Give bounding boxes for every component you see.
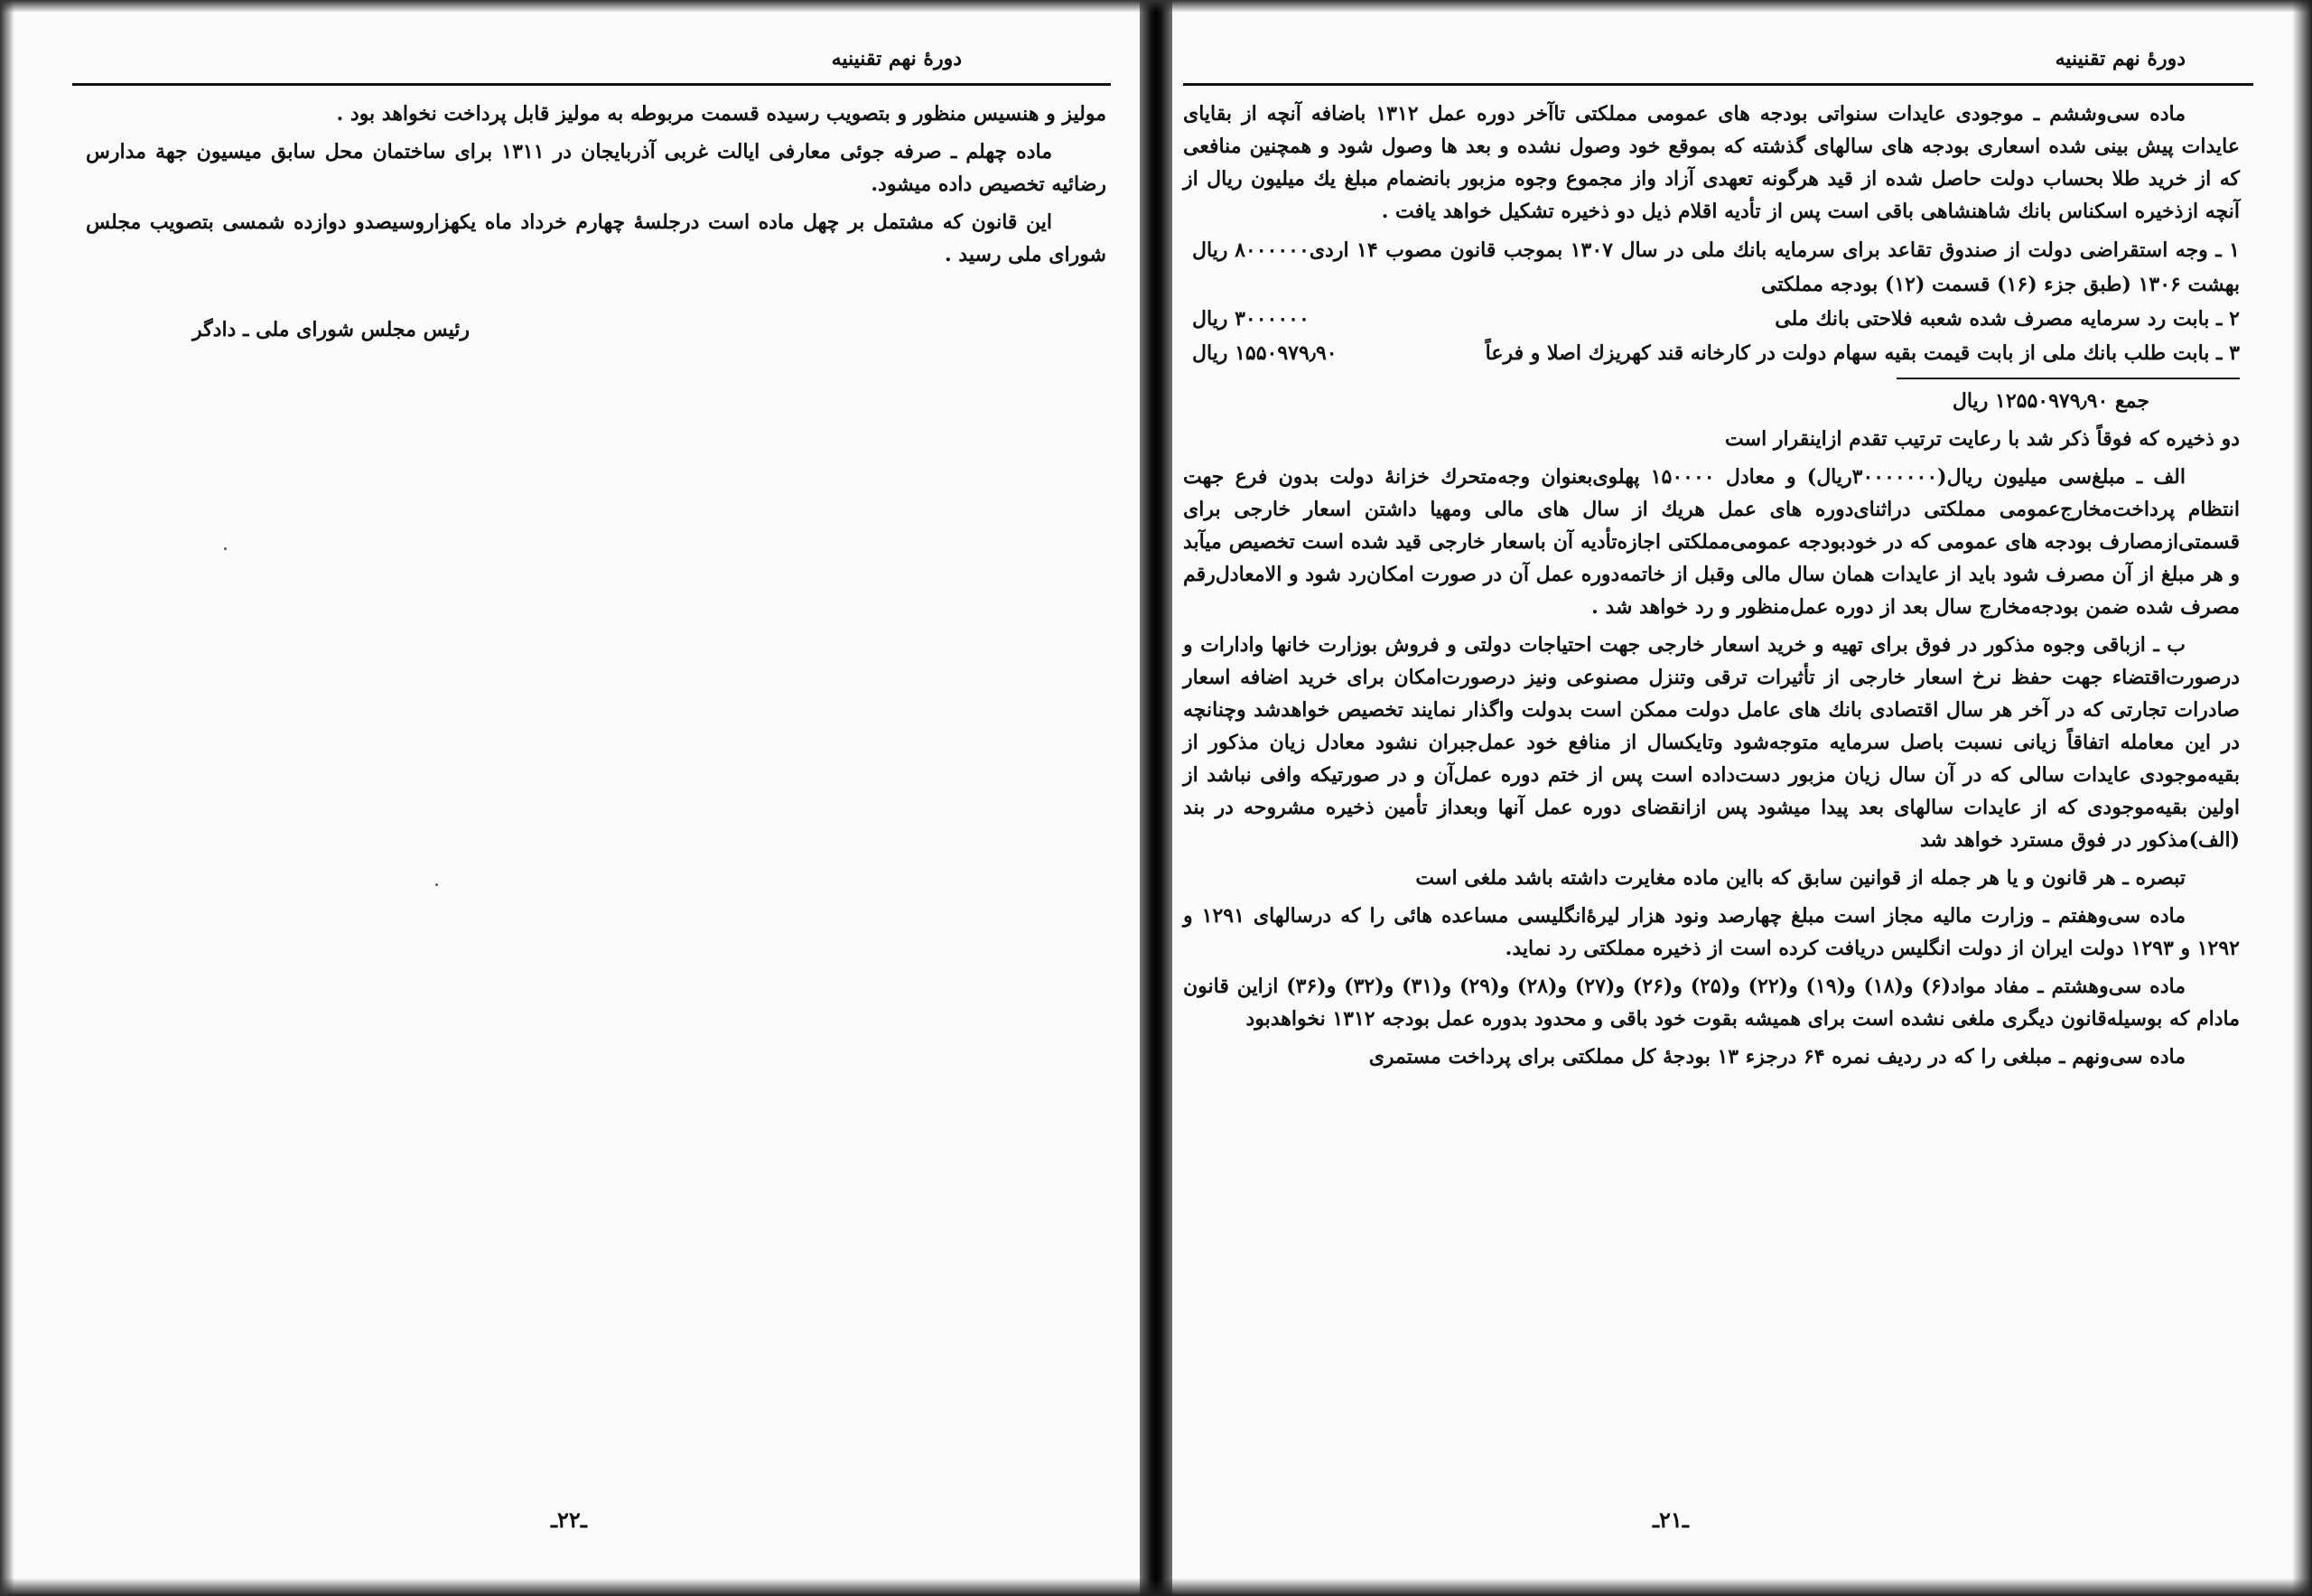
right-paragraph: تبصره ـ هر قانون و یا هر جمله از قوانین سابق که بااین ماده مغایرت داشته باشد ملغی است <box>1415 866 2186 890</box>
scan-edge-right <box>2292 0 2312 1596</box>
book-gutter-shadow <box>1140 0 1172 1596</box>
ledger-row <box>1183 233 2240 302</box>
ledger-item-amount: ۳۰۰۰۰۰۰ ریال <box>1192 307 1310 331</box>
scan-edge-top <box>0 0 2312 13</box>
left-page <box>0 0 1147 1596</box>
ledger-row <box>1183 336 2240 370</box>
ledger-item-label: ۲ ـ بابت رد سرمایه مصرف شده شعبه فلاحتی بانك ملی <box>1775 307 2240 331</box>
left-paragraph-1: مولیز و هنسیس منظور و بتصویب رسیده قسمت مربوطه به مولیز قابل پرداخت نخواهد بود . <box>336 102 1106 126</box>
right-running-head: دورهٔ نهم تقنینیه <box>2055 47 2186 70</box>
left-header-rule <box>72 83 1111 86</box>
ledger-item-amount: ۱۵۵۰۹۷۹٫۹۰ ریال <box>1192 341 1338 365</box>
right-paragraph: ماده سی‌وهفتم ـ وزارت مالیه مجاز است مبلغ چهارصد ونود هزار لیرهٔ‌انگلیسی مساعده هائی را که درسالهای ۱۲۹۱ و ۱۲۹۲ و ۱۲۹۳ دولت ایران از دولت انگلیس دریافت کرده است از ذخیره مملکتی رد نماید. <box>1183 904 2240 960</box>
scan-edge-left <box>0 0 14 1596</box>
ledger-item-label: ۱ ـ وجه استقراضی دولت از صندوق تقاعد برای سرمایه بانك ملی در سال ۱۳۰۷ بموجب قانون مصوب ۱۴ اردی بهشت ۱۳۰۶ (طبق جزء (۱۶) قسمت (۱۲) بودجه مملکتی <box>1309 238 2240 296</box>
print-speck <box>224 547 227 550</box>
left-page-number: ـ۲۲ـ <box>551 1507 587 1533</box>
right-paragraph: دو ذخیره که فوقاً ذکر شد با رعایت ترتیب تقدم ازاینقرار است <box>1725 427 2240 451</box>
right-page-number: ـ۲۱ـ <box>1653 1507 1689 1533</box>
ledger-item-label: ۳ ـ بابت طلب بانك ملی از بابت قیمت بقیه سهام دولت در کارخانه قند کهریزك اصلا و فرعاً <box>1485 341 2240 365</box>
print-speck <box>435 883 438 886</box>
ledger-row <box>1183 302 2240 336</box>
right-header-rule <box>1183 83 2253 86</box>
reserve-ledger <box>1183 233 2240 417</box>
right-paragraph: الف ـ مبلغ‌سی میلیون ریال(۳۰۰۰۰۰۰۰ریال) و معادل ۱۵۰۰۰۰ پهلوی‌بعنوان وجه‌متحرك خزانهٔ دولت بدون فرع جهت انتظام پرداخت‌مخارج‌عمومی مملکتی دراثنای‌دوره های عمل هریك از سال های مالی ومهیا داشتن اسعار خارجی برای قسمتی‌ازمصارف بودجه های عمومی که در خودبودجه عمومی‌مملکتی اجازه‌تأدیه آن باسعار خارجی قید شده است تخصیص میآبد و هر مبلغ از آن مصرف شود باید از عایدات همان سال مالی وقبل از خاتمه‌دوره عمل آن در صورت امکان‌رد شود و الامعادل‌رقم مصرف شده ضمن بودجه‌مخارج سال بعد از دوره عمل‌منظور و رد خواهد شد . <box>1183 465 2240 619</box>
left-paragraph-3: این قانون که مشتمل بر چهل ماده است درجلسهٔ چهارم خرداد ماه یکهزاروسیصدو دوازده شمسی بتصویب مجلس شورای ملی رسید . <box>86 210 1106 266</box>
left-body-text <box>86 98 1106 276</box>
left-paragraph-2: ماده چهلم ـ صرفه جوئی معارفی ایالت غربی آذربایجان در ۱۳۱۱ برای ساختمان محل سابق میسیون جهة مدارس رضائیه تخصیص داده میشود. <box>86 140 1106 196</box>
ledger-total-rule <box>1897 378 2240 379</box>
ledger-item-amount: ۸۰۰۰۰۰۰ ریال <box>1192 238 1310 262</box>
right-paragraph: ب ـ ازباقی وجوه مذکور در فوق برای تهیه و خرید اسعار خارجی جهت احتیاجات دولتی و فروش بوزارت خانها وادارات و درصورت‌اقتضاء جهت حفظ نرخ اسعار خارجی از تأثیرات ترقی وتنزل مصنوعی ونیز درصورت‌امکان برای خرید اضافه اسعار صادرات تجارتی که در آخر هر سال اقتصادی بانك های عامل دولت ممکن است بدولت واگذار نمایند تخصیص خواهدشد وچنانچه در این معامله اتفاقاً زیانی نسبت باصل سرمایه متوجه‌شود وتایکسال از منافع خود عمل‌جبران نشود معادل زیان مذکور از بقیه‌موجودی عایدات سالی که در آن سال زیان مزبور دست‌داده است پس از ختم دوره عمل‌آن و در صورتیکه وافی نباشد از اولین بقیه‌موجودی که از عایدات سالهای بعد پیدا میشود پس ازانقضای دوره عمل آنها وبعداز تأمین ذخیره مشروحه در بند (الف)مذکور در فوق مسترد خواهد شد <box>1183 633 2240 852</box>
right-page <box>1165 0 2312 1596</box>
left-running-head: دورهٔ نهم تقنینیه <box>831 47 962 70</box>
ledger-total: جمع ۱۲۵۵۰۹۷۹٫۹۰ ریال <box>1952 389 2149 413</box>
article-36-intro: ماده سی‌وششم ـ موجودی عایدات سنواتی بودجه های عمومی مملکتی تاآخر دوره عمل ۱۳۱۲ باضافه آنچه از بقایای عایدات پیش بینی شده اسعاری بودجه های سالهای گذشته که بموقع خود وصول نشده و بعد ها وصول شود و همچنین منافعی که از خرید طلا بحساب دولت حاصل شده از قید هرگونه تعهدی آزاد واز مجموع وجوه مزبور بانضمام مبلغ یك میلیون ریال از آنچه ازذخیره اسکناس بانك شاهنشاهی باقی است پس از تأدیه اقلام ذیل دو ذخیره تشکیل خواهد یافت . <box>1183 102 2240 223</box>
right-body-text <box>1183 98 2240 1078</box>
right-paragraph: ماده سی‌وهشتم ـ مفاد مواد(۶) و(۱۸) و(۱۹) و(۲۲) و(۲۵) و(۲۶) و(۲۷) و(۲۸) و(۲۹) و(۳۱) و(۳۲) و(۳۶) ازاین قانون مادام که بوسیله‌قانون دیگری ملغی نشده است برای همیشه بقوت خود باقی و محدود بدوره عمل بودجه ۱۳۱۲ نخواهدبود <box>1183 975 2240 1031</box>
scan-edge-bottom <box>0 1578 2312 1596</box>
right-paragraph: ماده سی‌ونهم ـ مبلغی را که در ردیف نمره ۶۴ درجزء ۱۳ بودجهٔ کل مملکتی برای پرداخت مستمری <box>1368 1045 2186 1069</box>
left-signature: رئیس مجلس شورای ملی ـ دادگر <box>192 318 470 341</box>
